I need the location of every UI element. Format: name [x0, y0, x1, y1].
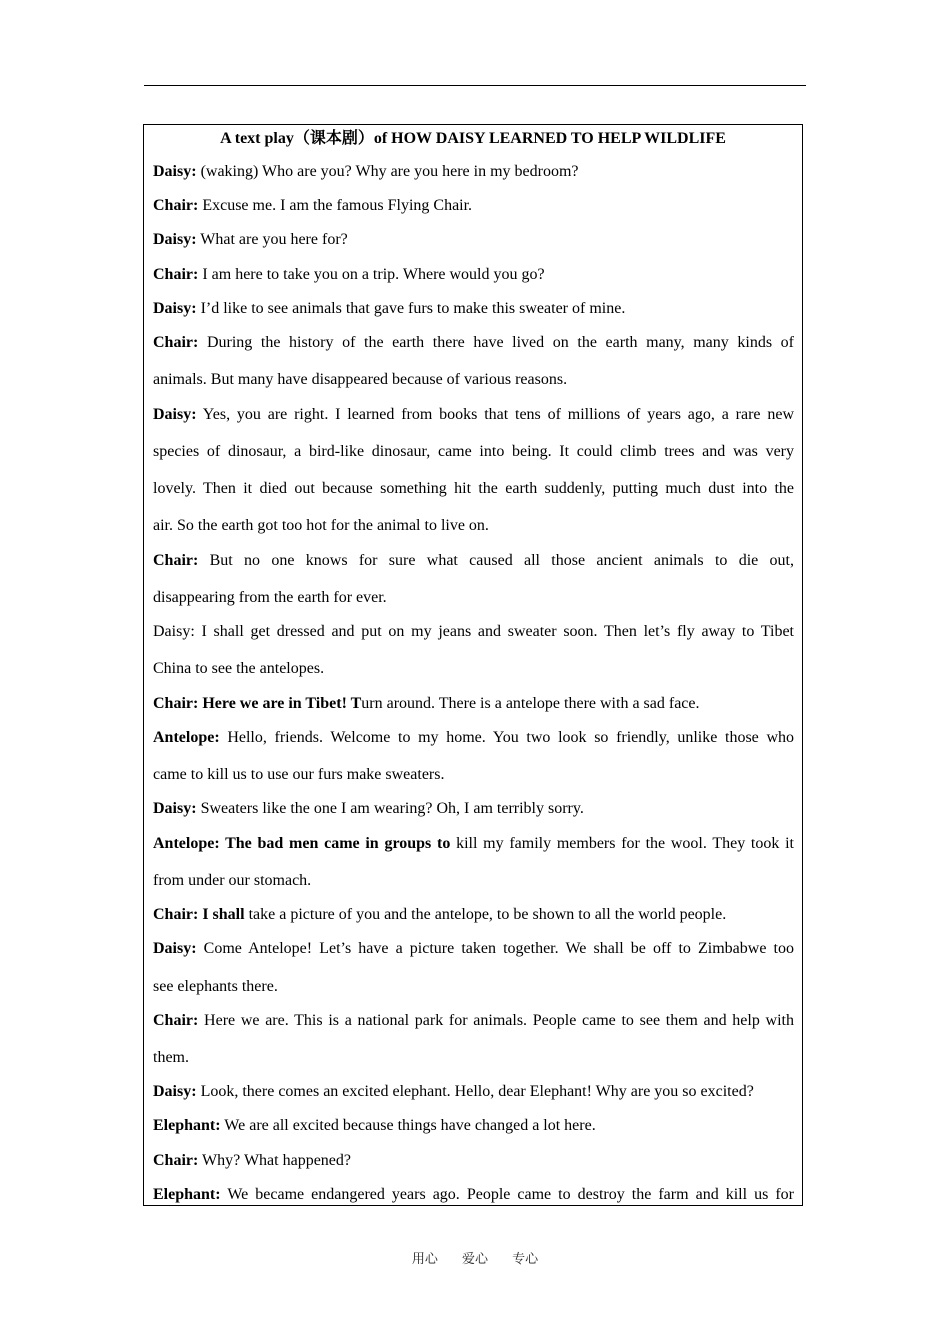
dialogue-text: air. So the earth got too hot for the animal to live on.	[153, 517, 489, 534]
dialogue-text: Look, there comes an excited elephant. Hello, dear Elephant! Why are you so excited?	[196, 1083, 754, 1100]
dialogue-line	[153, 196, 794, 216]
speaker-label: Daisy:	[153, 800, 197, 817]
dialogue-text: kill my family members for the wool. They took it	[450, 835, 794, 852]
speaker-label: Chair: I shall	[153, 906, 245, 923]
page-footer	[0, 1248, 950, 1267]
speaker-label: Chair: Here we are in Tibet! T	[153, 695, 362, 712]
dialogue-text: During the history of the earth there have lived on the earth many, many kinds of	[198, 334, 794, 351]
speaker-label: Elephant:	[153, 1117, 221, 1134]
speaker-label: Daisy:	[153, 300, 197, 317]
speaker-label: Chair:	[153, 197, 199, 214]
dialogue-line	[153, 728, 794, 748]
dialogue-line-continued	[153, 1048, 794, 1068]
dialogue-text: Come Antelope! Let’s have a picture taken together. We shall be off to Zimbabwe too	[196, 940, 794, 957]
dialogue-text: I’d like to see animals that gave furs to make this sweater of mine.	[196, 300, 626, 317]
play-title: A text play（课本剧）of HOW DAISY LEARNED TO HELP WILDLIFE	[220, 130, 726, 147]
dialogue-text: We became endangered years ago. People came to destroy the farm and kill us for	[220, 1186, 794, 1203]
dialogue-text: Daisy: I shall get dressed and put on my jeans and sweater soon. Then let’s fly away to Tibet	[153, 623, 794, 640]
dialogue-text: I am here to take you on a trip. Where would you go?	[198, 266, 545, 283]
speaker-label: Elephant:	[153, 1186, 221, 1203]
speaker-label: Daisy:	[153, 1083, 197, 1100]
dialogue-line	[153, 551, 794, 571]
dialogue-line-continued	[153, 977, 794, 997]
dialogue-line	[153, 230, 794, 250]
dialogue-line	[153, 694, 794, 714]
header-rule	[144, 85, 806, 86]
footer-word-1: 用心	[411, 1252, 438, 1267]
dialogue-line	[153, 405, 794, 425]
speaker-label: Chair:	[153, 1012, 199, 1029]
dialogue-line-continued	[153, 516, 794, 536]
dialogue-line-continued	[153, 765, 794, 785]
dialogue-text: What are you here for?	[196, 231, 348, 248]
speaker-label: Antelope:	[153, 729, 220, 746]
dialogue-text: from under our stomach.	[153, 872, 312, 889]
footer-word-3: 专心	[512, 1252, 539, 1267]
dialogue-text: China to see the antelopes.	[153, 660, 325, 677]
speaker-label: Chair:	[153, 266, 199, 283]
dialogue-text: Excuse me. I am the famous Flying Chair.	[198, 197, 473, 214]
dialogue-text: Hello, friends. Welcome to my home. You two look so friendly, unlike those who	[219, 729, 794, 746]
dialogue-line-continued	[153, 871, 794, 891]
play-text-box	[143, 124, 803, 1206]
dialogue-text: Why? What happened?	[198, 1152, 352, 1169]
dialogue-line	[153, 333, 794, 353]
dialogue-text: Sweaters like the one I am wearing? Oh, I am terribly sorry.	[196, 800, 584, 817]
dialogue-line	[153, 299, 794, 319]
speaker-label: Antelope: The bad men came in groups to	[153, 835, 451, 852]
speaker-label: Chair:	[153, 1152, 199, 1169]
dialogue-line-continued	[153, 588, 794, 608]
dialogue-line	[153, 1151, 794, 1171]
dialogue-line	[153, 939, 794, 959]
speaker-label: Daisy:	[153, 940, 197, 957]
dialogue-text: species of dinosaur, a bird-like dinosaur, came into being. It could climb trees and was very	[153, 443, 794, 460]
dialogue-text: take a picture of you and the antelope, to be shown to all the world people.	[244, 906, 727, 923]
dialogue-text: them.	[153, 1049, 189, 1066]
dialogue-line	[153, 162, 794, 182]
speaker-label: Daisy:	[153, 231, 197, 248]
dialogue-line	[153, 265, 794, 285]
dialogue-line	[153, 622, 794, 642]
footer-word-2: 爱心	[461, 1252, 488, 1267]
dialogue-text: urn around. There is a antelope there with a sad face.	[361, 695, 700, 712]
speaker-label: Daisy:	[153, 163, 197, 180]
dialogue-text: see elephants there.	[153, 978, 278, 995]
dialogue-line	[153, 1011, 794, 1031]
speaker-label: Chair:	[153, 334, 199, 351]
dialogue-text: We are all excited because things have changed a lot here.	[220, 1117, 596, 1134]
dialogue-line-continued	[153, 659, 794, 679]
dialogue-line-continued	[153, 479, 794, 499]
dialogue-line	[153, 1185, 794, 1205]
dialogue-text: lovely. Then it died out because something hit the earth suddenly, putting much dust into the	[153, 480, 794, 497]
dialogue-line-continued	[153, 370, 794, 390]
dialogue-line	[153, 834, 794, 854]
dialogue-text: But no one knows for sure what caused all those ancient animals to die out,	[198, 552, 794, 569]
dialogue-line-continued	[153, 442, 794, 462]
dialogue-line	[153, 1082, 794, 1102]
dialogue-text: Yes, you are right. I learned from books that tens of millions of years ago, a rare new	[196, 406, 794, 423]
dialogue-text: Here we are. This is a national park for animals. People came to see them and help with	[198, 1012, 794, 1029]
dialogue-text: disappearing from the earth for ever.	[153, 589, 387, 606]
speaker-label: Chair:	[153, 552, 199, 569]
dialogue-text: animals. But many have disappeared because of various reasons.	[153, 371, 568, 388]
dialogue-line	[153, 799, 794, 819]
dialogue-line	[153, 905, 794, 925]
dialogue-line	[153, 1116, 794, 1136]
dialogue-text: (waking) Who are you? Why are you here in my bedroom?	[196, 163, 579, 180]
speaker-label: Daisy:	[153, 406, 197, 423]
dialogue-text: came to kill us to use our furs make sweaters.	[153, 766, 445, 783]
